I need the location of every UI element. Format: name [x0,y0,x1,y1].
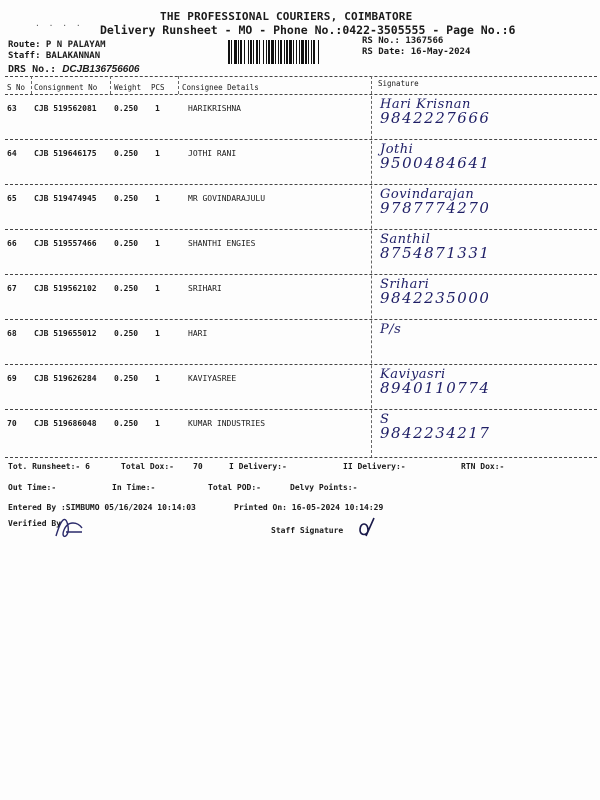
printed-on: Printed On: 16-05-2024 10:14:29 [234,503,384,512]
consignment-number: CJB 519686048 [34,419,97,428]
col-header-sno: S No [7,83,26,92]
signature-phone: 8940110774 [380,379,491,397]
consignee-name: SRIHARI [188,284,222,293]
total-dox-value: 70 [193,462,203,471]
ii-delivery: II Delivery:- [343,462,406,471]
consignment-number: CJB 519626284 [34,374,97,383]
pieces-count: 1 [155,239,160,248]
col-header-consignee: Consignee Details [182,83,259,92]
consignee-name: SHANTHI ENGIES [188,239,256,248]
col-header-weight: Weight [114,83,142,92]
total-runsheet: Tot. Runsheet:- 6 [8,462,90,471]
weight-value: 0.250 [114,239,139,248]
signature-name: S [380,412,390,427]
consignment-number: CJB 519646175 [34,149,97,158]
handwritten-signature [380,412,490,442]
total-dox-label: Total Dox:- [121,462,174,471]
signature-phone: 9842234217 [380,424,491,442]
pieces-count: 1 [155,284,160,293]
staff-label: Staff: BALAKANNAN [8,51,101,61]
consignment-number: CJB 519562081 [34,104,97,113]
signature-phone: 8754871331 [380,244,491,262]
route-label: Route: P N PALAYAM [8,40,106,50]
pieces-count: 1 [155,104,160,113]
header-bottom-rule [5,94,597,95]
barcode-image [228,40,354,64]
entered-by: Entered By :SIMBUMO 05/16/2024 10:14:03 [8,503,196,512]
row-divider [5,364,597,365]
signature-name: P/s [380,322,402,337]
delivery-points: Delvy Points:- [290,483,358,492]
row-divider [5,229,597,230]
serial-number: 70 [7,419,17,428]
weight-value: 0.250 [114,329,139,338]
row-divider [5,319,597,320]
i-delivery: I Delivery:- [229,462,287,471]
table-bottom-rule [5,457,597,458]
pieces-count: 1 [155,374,160,383]
verified-by-signature [52,512,86,548]
row-divider [5,274,597,275]
consignment-number: CJB 519557466 [34,239,97,248]
pieces-count: 1 [155,329,160,338]
rs-info [362,36,470,58]
weight-value: 0.250 [114,194,139,203]
pieces-count: 1 [155,419,160,428]
pieces-count: 1 [155,149,160,158]
out-time: Out Time:- [8,483,57,492]
consignee-name: JOTHI RANI [188,149,237,158]
signature-phone: 9842235000 [380,289,491,307]
consignment-number: CJB 519474945 [34,194,97,203]
handwritten-signature [380,142,490,172]
table-top-rule [5,76,597,77]
signature-phone: 9787774270 [380,199,491,217]
col-divider [31,76,32,94]
col-divider [110,76,111,94]
weight-value: 0.250 [114,104,139,113]
serial-number: 66 [7,239,17,248]
signature-col-divider [371,76,372,458]
consignee-name: KUMAR INDUSTRIES [188,419,266,428]
signature-name: Govindarajan [380,187,475,202]
total-pod: Total POD:- [208,483,261,492]
barcode-bar [319,40,320,64]
consignment-number: CJB 519655012 [34,329,97,338]
drs-number [8,64,139,75]
drs-label: DRS No.: [8,64,57,75]
in-time: In Time:- [112,483,156,492]
serial-number: 65 [7,194,17,203]
signature-phone: 9500484641 [380,154,491,172]
col-header-pcs: PCS [151,83,165,92]
drs-value: DCJB136756606 [62,64,140,75]
signature-name: Santhil [380,232,431,247]
serial-number: 63 [7,104,17,113]
signature-phone: 9842227666 [380,109,491,127]
serial-number: 64 [7,149,17,158]
serial-number: 67 [7,284,17,293]
consignee-name: MR GOVINDARAJULU [188,194,266,203]
handwritten-signature [380,367,490,397]
handwritten-signature [380,232,490,262]
handwritten-signature [380,187,490,217]
signature-name: Kaviyasri [380,367,446,382]
row-divider [5,139,597,140]
handwritten-signature [380,322,402,337]
weight-value: 0.250 [114,374,139,383]
rs-number: RS No.: 1367566 [362,36,444,46]
company-name: THE PROFESSIONAL COURIERS, COIMBATORE [160,10,413,23]
staff-signature-mark [356,516,378,544]
consignment-number: CJB 519562102 [34,284,97,293]
consignee-name: KAVIYASREE [188,374,237,383]
signature-name: Srihari [380,277,430,292]
col-header-consignment: Consignment No [34,83,98,92]
row-divider [5,409,597,410]
serial-number: 68 [7,329,17,338]
signature-name: Hari Krisnan [380,97,471,112]
serial-number: 69 [7,374,17,383]
consignee-name: HARIKRISHNA [188,104,241,113]
weight-value: 0.250 [114,149,139,158]
handwritten-signature [380,277,490,307]
signature-name: Jothi [380,142,414,157]
rs-date: RS Date: 16-May-2024 [362,47,471,57]
row-divider [5,184,597,185]
weight-value: 0.250 [114,419,139,428]
col-divider [178,76,179,94]
rtn-dox: RTN Dox:- [461,462,505,471]
pieces-count: 1 [155,194,160,203]
runsheet-title: Delivery Runsheet - MO - Phone No.:0422-3505555 - Page No.:6 [100,23,516,37]
staff-signature-label: Staff Signature [271,526,344,535]
print-dots: · · · · [35,21,83,30]
weight-value: 0.250 [114,284,139,293]
verified-by-label: Verified By [8,519,61,528]
consignee-name: HARI [188,329,208,338]
handwritten-signature [380,97,490,127]
col-header-signature: Signature [378,79,419,88]
